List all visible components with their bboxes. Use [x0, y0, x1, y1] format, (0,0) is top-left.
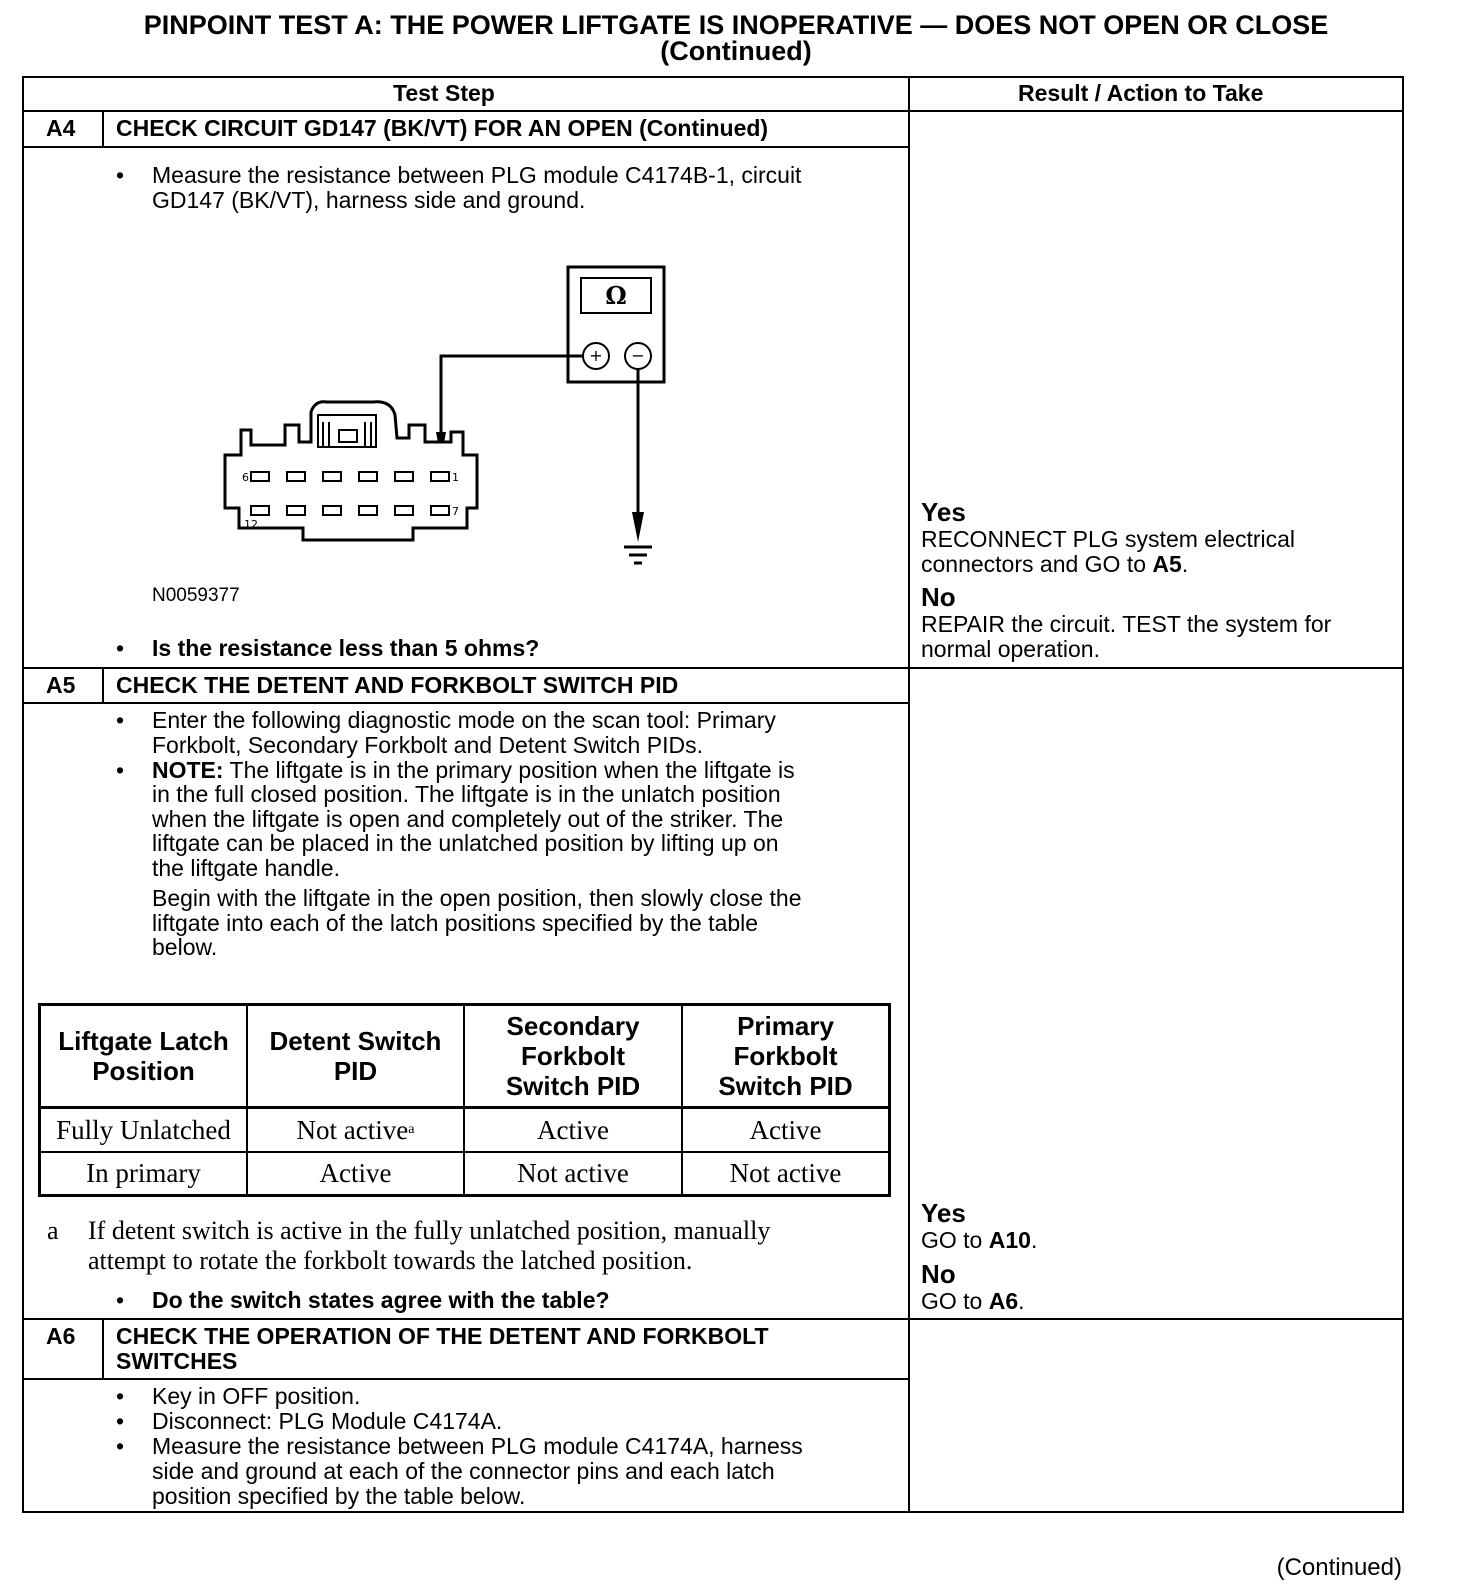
pin-label-7: 7: [452, 505, 459, 518]
bullet-icon: •: [116, 635, 125, 661]
bullet-icon: •: [116, 1433, 125, 1459]
a6-bullet3-line1: Measure the resistance between PLG module C4174A, harness: [152, 1433, 803, 1459]
bullet-icon: •: [116, 1408, 125, 1434]
pin-label-6: 6: [242, 471, 249, 484]
negative-probe: [632, 512, 644, 542]
a5-para-line2: liftgate into each of the latch positions specified by the table: [152, 910, 759, 936]
table-header-latch-position: Liftgate Latch Position: [58, 1026, 229, 1086]
table-cell: Active: [537, 1114, 609, 1145]
table-bottom-border: [22, 1511, 1404, 1513]
a5-heading: CHECK THE DETENT AND FORKBOLT SWITCH PID: [116, 672, 679, 698]
ohm-symbol: Ω: [605, 281, 627, 310]
a6-step-id: A6: [46, 1323, 76, 1349]
a5-heading-border: [22, 702, 909, 704]
a6-id-divider: [102, 1318, 104, 1379]
table-cell: Fully Unlatched: [56, 1114, 231, 1145]
a5-note-line3: when the liftgate is open and completely out of the striker. The: [152, 806, 784, 832]
a5-top-border: [22, 667, 1404, 669]
table-header-primary-forkbolt: Primary Forkbolt Switch PID: [718, 1011, 853, 1101]
header-row-border: [22, 110, 1404, 112]
a5-no-label: No: [921, 1259, 956, 1289]
a4-yes-line2: connectors and GO to A5.: [921, 551, 1189, 577]
a6-bullet3-line2: side and ground at each of the connector pins and each latch: [152, 1458, 775, 1484]
bullet-icon: •: [116, 162, 125, 188]
a5-step-id: A5: [46, 672, 76, 698]
a6-bullet3-line3: position specified by the table below.: [152, 1483, 526, 1509]
table-header-secondary-forkbolt: Secondary Forkbolt Switch PID: [505, 1011, 641, 1101]
bullet-icon: •: [116, 707, 125, 733]
header-test-step: Test Step: [393, 80, 495, 106]
a5-bullet1-line1: Enter the following diagnostic mode on the scan tool: Primary: [152, 707, 776, 733]
table-header-detent-switch: Detent Switch PID: [269, 1026, 442, 1086]
table-cell: Active: [749, 1114, 822, 1145]
a4-id-divider: [102, 110, 104, 147]
bullet-icon: •: [116, 1383, 125, 1409]
table-cell: Not active a: [296, 1114, 415, 1145]
ohmmeter-diagram: [215, 260, 695, 580]
a4-yes-line1: RECONNECT PLG system electrical: [921, 526, 1296, 552]
table-cell: Active: [319, 1158, 392, 1188]
a5-para-line3: below.: [152, 934, 218, 960]
footnote-line1: If detent switch is active in the fully unlatched position, manually: [88, 1216, 771, 1245]
a5-no-action: GO to A6.: [921, 1288, 1025, 1314]
continued-footer: (Continued): [1276, 1554, 1402, 1581]
a5-note-line2: in the full closed position. The liftgate is in the unlatch position: [152, 781, 781, 807]
bullet-icon: •: [116, 757, 125, 783]
a6-heading-line1: CHECK THE OPERATION OF THE DETENT AND FORKBOLT: [116, 1323, 769, 1349]
svg-text:−: −: [631, 346, 645, 365]
table-cell: Not active: [729, 1158, 842, 1188]
a5-note-line1: NOTE: The liftgate is in the primary position when the liftgate is: [152, 757, 795, 783]
a5-id-divider: [102, 667, 104, 704]
a6-bullet1: Key in OFF position.: [152, 1383, 361, 1409]
goto-a6-link: A6: [988, 1288, 1019, 1314]
goto-a5-link: A5: [1152, 551, 1182, 577]
a4-bullet1-line1: Measure the resistance between PLG module C4174B-1, circuit: [152, 162, 802, 188]
svg-text:+: +: [589, 346, 603, 365]
a6-bullet2: Disconnect: PLG Module C4174A.: [152, 1408, 503, 1434]
a4-bullet1-line2: GD147 (BK/VT), harness side and ground.: [152, 187, 586, 213]
footnote-marker: a: [408, 1122, 415, 1137]
positive-lead: [441, 356, 583, 438]
a6-heading-border: [22, 1378, 909, 1380]
a4-yes-label: Yes: [921, 497, 966, 527]
a5-note-line4: liftgate can be placed in the unlatched position by lifting up on: [152, 830, 779, 856]
a5-bullet1-line2: Forkbolt, Secondary Forkbolt and Detent Switch PIDs.: [152, 732, 703, 758]
a4-figure-id: N0059377: [152, 585, 240, 606]
table-top-border: [22, 76, 1404, 78]
table-right-border: [1402, 76, 1404, 1513]
a4-question: Is the resistance less than 5 ohms?: [152, 635, 540, 661]
a6-heading-line2: SWITCHES: [116, 1348, 238, 1374]
table-left-border: [22, 76, 24, 1513]
a4-no-label: No: [921, 582, 956, 612]
a5-yes-label: Yes: [921, 1198, 966, 1228]
a4-heading: CHECK CIRCUIT GD147 (BK/VT) FOR AN OPEN (Continued): [116, 115, 769, 141]
page-subtitle: (Continued): [660, 36, 812, 66]
pin-label-1: 1: [452, 471, 459, 484]
table-cell: In primary: [86, 1158, 201, 1188]
bullet-icon: •: [116, 1287, 125, 1313]
a4-no-line1: REPAIR the circuit. TEST the system for: [921, 611, 1332, 637]
goto-a10-link: A10: [988, 1227, 1031, 1253]
page-title: PINPOINT TEST A: THE POWER LIFTGATE IS INOPERATIVE — DOES NOT OPEN OR CLOSE: [143, 10, 1329, 40]
a4-step-id: A4: [46, 115, 76, 141]
pin-label-12: 12: [244, 518, 258, 531]
connector-outline: [225, 402, 477, 540]
a5-para-line1: Begin with the liftgate in the open position, then slowly close the: [152, 885, 802, 911]
a5-yes-action: GO to A10.: [921, 1227, 1038, 1253]
footnote-line2: attempt to rotate the forkbolt towards the latched position.: [88, 1246, 693, 1275]
a6-top-border: [22, 1318, 1404, 1320]
footnote-letter: a: [47, 1216, 59, 1245]
a4-heading-border: [22, 146, 909, 148]
table-cell: Not active: [517, 1158, 629, 1188]
a5-question: Do the switch states agree with the table?: [152, 1287, 610, 1313]
a4-no-line2: normal operation.: [921, 636, 1100, 662]
a5-note-line5: the liftgate handle.: [152, 855, 340, 881]
header-result: Result / Action to Take: [1018, 80, 1264, 106]
column-divider: [908, 76, 910, 1513]
